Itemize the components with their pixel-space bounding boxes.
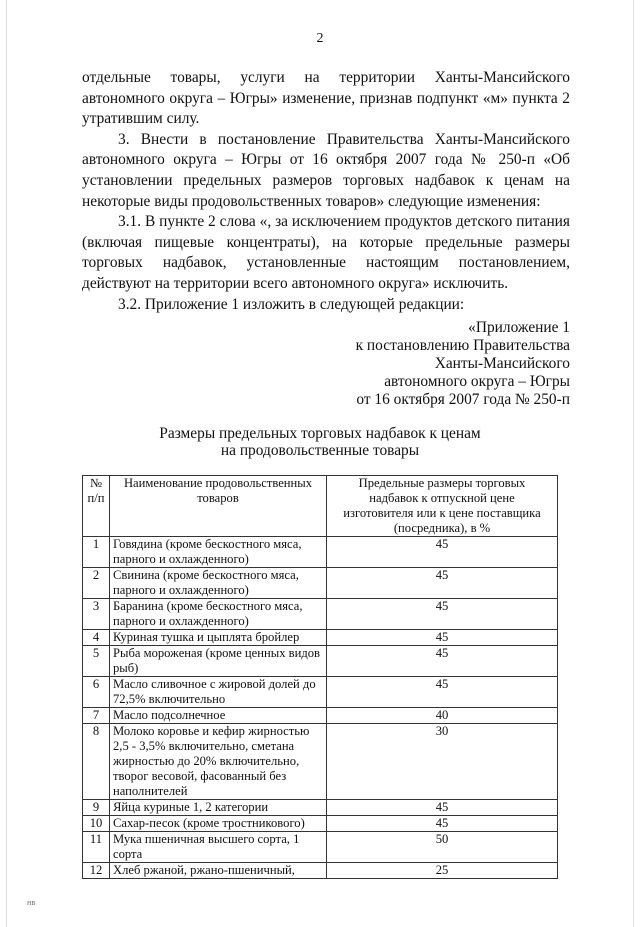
- row-value: 40: [327, 708, 558, 724]
- appendix-header: [82, 319, 570, 409]
- row-number: 5: [83, 646, 110, 677]
- row-value: 45: [327, 646, 558, 677]
- header-number: № п/п: [83, 476, 110, 537]
- row-name: Баранина (кроме бескостного мяса, парного и охлажденного): [110, 599, 327, 630]
- row-number: 11: [83, 832, 110, 863]
- row-value: 45: [327, 599, 558, 630]
- appendix-line: к постановлению Правительства: [355, 337, 570, 355]
- header-name: Наименование продовольственных товаров: [110, 476, 327, 537]
- row-value: 45: [327, 568, 558, 599]
- table-row: [83, 816, 558, 832]
- row-value: 45: [327, 677, 558, 708]
- appendix-line: автономного округа – Югры: [384, 373, 570, 391]
- row-number: 8: [83, 724, 110, 800]
- row-value: 45: [327, 816, 558, 832]
- row-name: Сахар-песок (кроме тростникового): [110, 816, 327, 832]
- row-number: 1: [83, 537, 110, 568]
- title-line: Размеры предельных торговых надбавок к ценам: [159, 425, 481, 443]
- row-name: Свинина (кроме бескостного мяса, парного и охлажденного): [110, 568, 327, 599]
- row-number: 3: [83, 599, 110, 630]
- row-number: 2: [83, 568, 110, 599]
- row-name: Говядина (кроме бескостного мяса, парного и охлажденного): [110, 537, 327, 568]
- table-row: [83, 863, 558, 879]
- row-number: 6: [83, 677, 110, 708]
- row-name: Масло сливочное с жировой долей до 72,5% включительно: [110, 677, 327, 708]
- row-value: 25: [327, 863, 558, 879]
- row-name: Куриная тушка и цыплята бройлер: [110, 630, 327, 646]
- scan-edge: [633, 0, 634, 927]
- table-row: [83, 599, 558, 630]
- row-value: 45: [327, 537, 558, 568]
- row-name: Хлеб ржаной, ржано-пшеничный,: [110, 863, 327, 879]
- row-name: Молоко коровье и кефир жирностью 2,5 - 3,5% включительно, сметана жирностью до 20% включительно, творог весовой, фасованный без наполнителей: [110, 724, 327, 800]
- appendix-line: «Приложение 1: [468, 319, 570, 337]
- table-row: [83, 832, 558, 863]
- footer-mark: НВ: [27, 901, 36, 908]
- page-number: 2: [316, 31, 324, 46]
- row-number: 10: [83, 816, 110, 832]
- row-name: Мука пшеничная высшего сорта, 1 сорта: [110, 832, 327, 863]
- scan-edge: [6, 0, 7, 927]
- table-row: [83, 677, 558, 708]
- table-row: [83, 708, 558, 724]
- table-title: [0, 425, 640, 459]
- row-name: Рыба мороженая (кроме ценных видов рыб): [110, 646, 327, 677]
- markup-table: [82, 475, 558, 879]
- paragraph: 3.1. В пункте 2 слова «, за исключением продуктов детского питания (включая пищевые концентраты), на которые предельные размеры торговых надбавок, установленные настоящим постановлением, действуют на территории всего автономного округа» исключить.: [82, 213, 570, 292]
- appendix-line: Ханты-Мансийского: [434, 355, 570, 373]
- table-row: [83, 537, 558, 568]
- table-row: [83, 646, 558, 677]
- row-number: 4: [83, 630, 110, 646]
- row-value: 50: [327, 832, 558, 863]
- row-number: 9: [83, 800, 110, 816]
- table-row: [83, 800, 558, 816]
- table-header-row: [83, 476, 558, 537]
- row-value: 45: [327, 630, 558, 646]
- appendix-line: от 16 октября 2007 года № 250-п: [356, 391, 570, 409]
- header-value: Предельные размеры торговых надбавок к отпускной цене изготовителя или к цене поставщика (посредника), в %: [327, 476, 558, 537]
- row-value: 30: [327, 724, 558, 800]
- row-name: Яйца куриные 1, 2 категории: [110, 800, 327, 816]
- row-name: Масло подсолнечное: [110, 708, 327, 724]
- paragraph: 3.2. Приложение 1 изложить в следующей редакции:: [118, 295, 465, 313]
- row-number: 12: [83, 863, 110, 879]
- row-value: 45: [327, 800, 558, 816]
- table-row: [83, 568, 558, 599]
- table-row: [83, 724, 558, 800]
- paragraph: 3. Внести в постановление Правительства Ханты-Мансийского автономного округа – Югры от 16 октября 2007 года № 250-п «Об установлении предельных размеров торговых надбавок к ценам на некоторые виды продовольственных товаров» следующие изменения:: [82, 130, 570, 210]
- paragraph: отдельные товары, услуги на территории Ханты-Мансийского автономного округа – Югры» изменение, признав подпункт «м» пункта 2 утратившим силу.: [82, 69, 570, 128]
- page-content: [27, 0, 570, 927]
- row-number: 7: [83, 708, 110, 724]
- table-row: [83, 630, 558, 646]
- document-body: [82, 68, 570, 315]
- title-line: на продовольственные товары: [220, 442, 420, 460]
